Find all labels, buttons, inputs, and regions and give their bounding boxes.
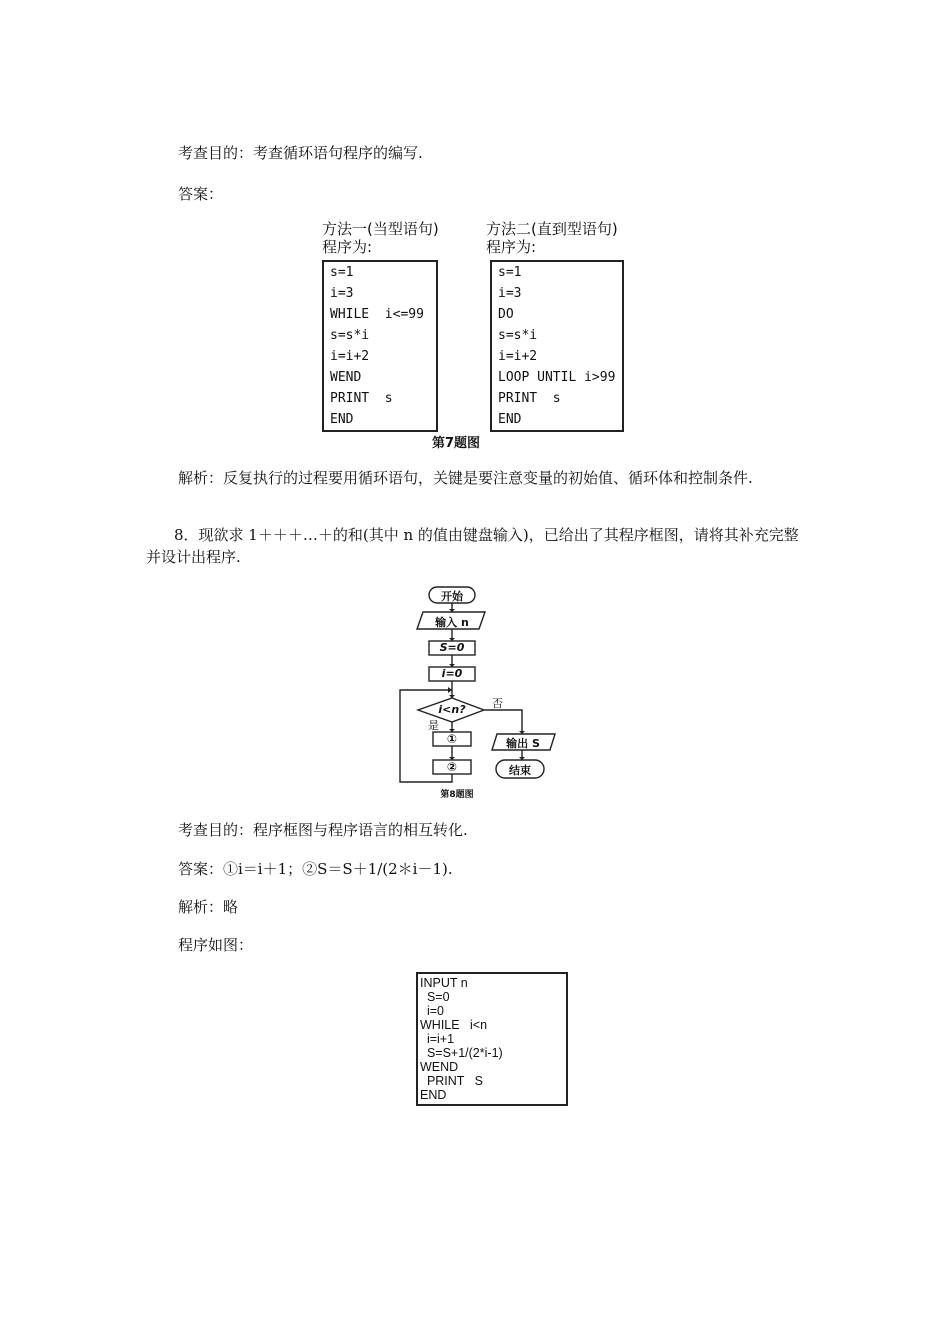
figure-7-caption: 第7题图 (432, 436, 481, 451)
code-line: WEND (420, 1060, 459, 1074)
flow-step1-label: ① (446, 732, 458, 746)
flow-s0-label: S=0 (439, 641, 465, 654)
code-line: s=1 (330, 265, 354, 280)
code-line: PRINT s (330, 391, 393, 406)
method1-subtitle: 程序为: (322, 238, 373, 256)
flow-condition-label: i<n? (438, 703, 466, 716)
code-line: DO (498, 307, 514, 322)
figure-8-flowchart (396, 584, 556, 802)
flow-i0-label: i=0 (441, 667, 463, 680)
code-line: END (498, 412, 522, 427)
method2-code-box (490, 260, 624, 432)
flow-no-label: 否 (492, 697, 503, 710)
method2-title: 方法二(直到型语句) (486, 220, 618, 238)
flow-step2-label: ② (446, 760, 458, 774)
q7-analysis: 解析：反复执行的过程要用循环语句，关键是要注意变量的初始值、循环体和控制条件. (178, 469, 753, 487)
code-line: s=1 (498, 265, 522, 280)
code-line: LOOP UNTIL i>99 (498, 370, 616, 385)
q8-program-label: 程序如图： (178, 936, 254, 954)
method1-title: 方法一(当型语句) (322, 220, 439, 238)
code-line: s=s*i (330, 328, 370, 343)
flow-input-label: 输入 n (435, 616, 469, 629)
code-line: PRINT s (498, 391, 561, 406)
code-line: INPUT n (420, 976, 468, 990)
code-line: S=S+1/(2*i-1) (420, 1046, 503, 1060)
code-line: i=3 (498, 286, 522, 301)
q8-answer: 答案：①i＝i＋1；②S＝S＋1/(2＊i－1). (178, 860, 453, 878)
q7-purpose: 考查目的：考查循环语句程序的编写. (178, 144, 423, 162)
method1-code-box (322, 260, 438, 432)
code-line: S=0 (420, 990, 450, 1004)
flow-start-label: 开始 (441, 590, 463, 603)
flow-yes-label: 是 (428, 719, 439, 732)
program-code-box (416, 972, 568, 1106)
figure-8-caption: 第8题图 (440, 790, 474, 800)
flow-output-label: 输出 S (506, 737, 540, 750)
code-line: PRINT S (420, 1074, 483, 1088)
q8-question: 8．现欲求 1＋＋＋…＋的和(其中 n 的值由键盘输入)，已给出了其程序框图，请将其补充完整并设计出程序. (146, 526, 799, 566)
code-line: WEND (330, 370, 362, 385)
method2-subtitle: 程序为: (486, 238, 537, 256)
code-line: END (420, 1088, 447, 1102)
q7-answer-label: 答案： (178, 185, 224, 203)
code-line: i=i+1 (420, 1032, 455, 1046)
code-line: END (330, 412, 354, 427)
q8-purpose: 考查目的：程序框图与程序语言的相互转化. (178, 821, 468, 839)
q8-analysis: 解析：略 (178, 898, 239, 916)
code-line: i=i+2 (498, 349, 538, 364)
flow-end-label: 结束 (509, 764, 531, 777)
figure-7 (318, 220, 638, 452)
code-line: i=i+2 (330, 349, 370, 364)
code-line: i=0 (420, 1004, 444, 1018)
code-line: WHILE i<=99 (330, 307, 424, 322)
code-line: s=s*i (498, 328, 538, 343)
code-line: WHILE i<n (420, 1018, 488, 1032)
code-line: i=3 (330, 286, 354, 301)
